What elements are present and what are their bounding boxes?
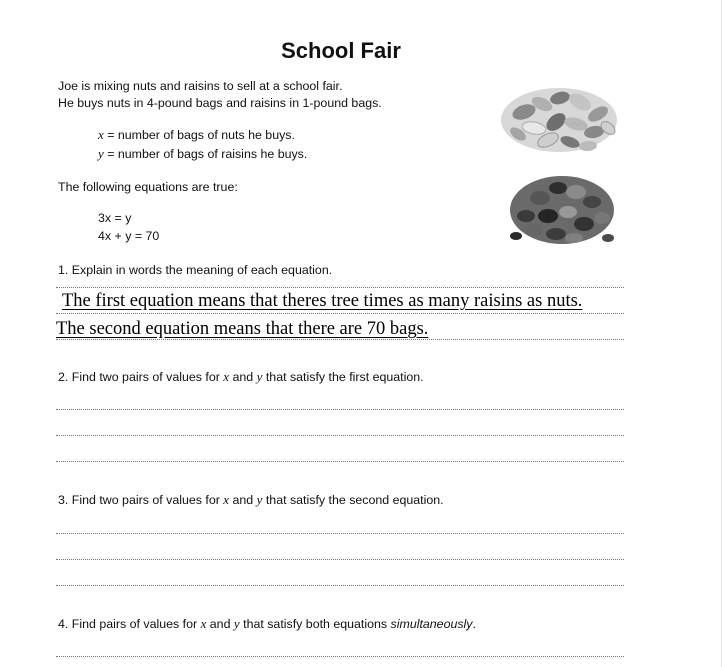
question-2-part-a: 2. Find two pairs of values for (58, 370, 224, 384)
var-x: x (223, 492, 230, 507)
var-y: y (98, 146, 104, 161)
answer-line (56, 461, 624, 462)
answer-1-text: The first equation means that theres tree times as many raisins as nuts. (62, 291, 583, 311)
question-4-part-b: and (206, 617, 234, 631)
intro-line-2: He buys nuts in 4-pound bags and raisins in 1-pound bags. (58, 96, 382, 110)
question-2-part-b: and (229, 370, 257, 384)
equation-2-text: 4x + y = 70 (98, 229, 160, 243)
answer-1 (62, 291, 582, 312)
var-x: x (98, 127, 104, 142)
question-3 (58, 492, 444, 508)
definition-y (98, 146, 307, 162)
equations-intro: The following equations are true: (58, 180, 238, 194)
question-4 (58, 616, 476, 632)
question-4-part-a: 4. Find pairs of values for (58, 617, 201, 631)
answer-line (56, 656, 624, 657)
answer-line (56, 339, 624, 340)
question-4-emphasis: simultaneously (390, 617, 473, 631)
var-y: y (256, 492, 263, 507)
definition-x-text: = number of bags of nuts he buys. (103, 128, 295, 142)
answer-line (56, 287, 624, 288)
page-title: School Fair (281, 38, 401, 63)
var-x: x (200, 616, 207, 631)
question-1: 1. Explain in words the meaning of each equation. (58, 263, 333, 277)
var-x: x (223, 369, 230, 384)
question-3-part-c: that satisfy the second equation. (262, 493, 444, 507)
answer-2-text: The second equation means that there are 70 bags. (56, 319, 429, 339)
answer-line (56, 533, 624, 534)
answer-line (56, 585, 624, 586)
equation-1-text: 3x = y (98, 211, 132, 225)
question-2 (58, 369, 424, 385)
raisins-photo (504, 168, 616, 250)
definition-x (98, 127, 295, 143)
nuts-photo (498, 76, 620, 156)
question-4-part-e: . (472, 617, 476, 631)
intro-line-1: Joe is mixing nuts and raisins to sell at a school fair. (58, 79, 343, 93)
answer-line (56, 313, 624, 314)
var-y: y (233, 616, 240, 631)
answer-2 (56, 319, 428, 340)
var-y: y (256, 369, 263, 384)
question-3-part-b: and (229, 493, 257, 507)
answer-line (56, 409, 624, 410)
definition-y-text: = number of bags of raisins he buys. (103, 147, 308, 161)
equation-1 (98, 211, 131, 225)
question-3-part-a: 3. Find two pairs of values for (58, 493, 224, 507)
question-2-part-c: that satisfy the first equation. (262, 370, 424, 384)
question-4-part-c: that satisfy both equations (239, 617, 391, 631)
answer-line (56, 435, 624, 436)
answer-line (56, 559, 624, 560)
equation-2 (98, 229, 159, 243)
